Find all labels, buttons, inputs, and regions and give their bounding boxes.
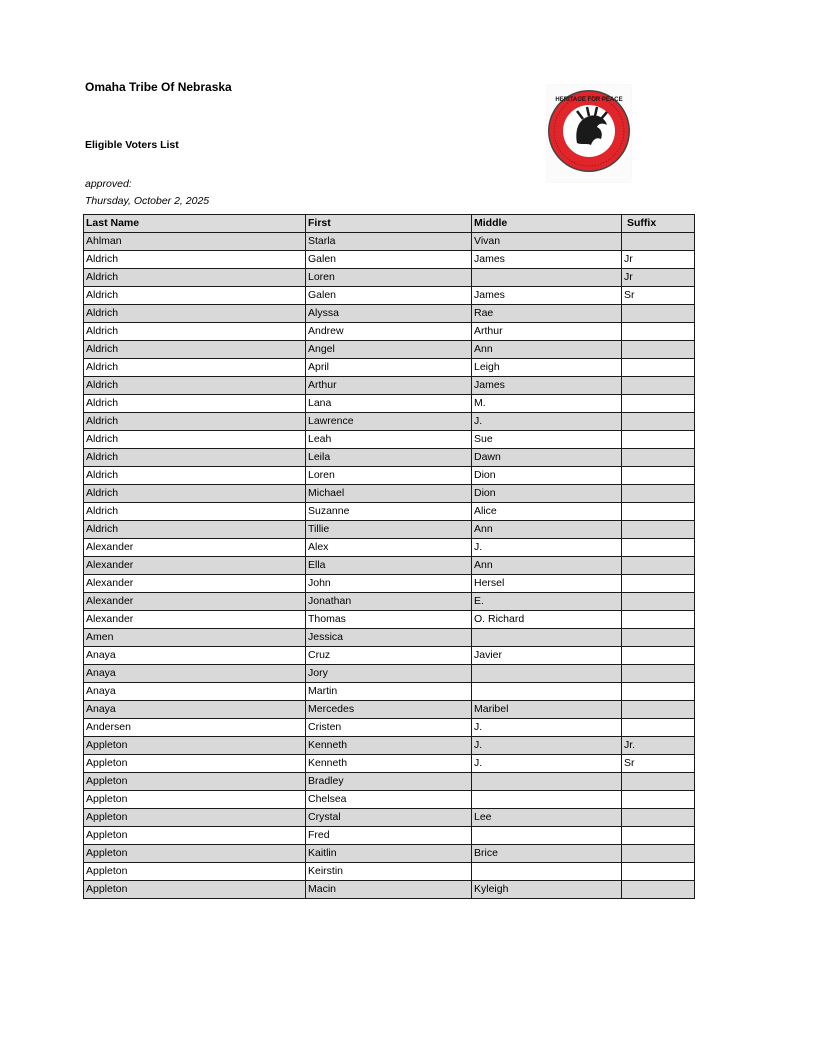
suffix-cell: Jr. xyxy=(622,737,695,755)
first-name-cell: Lawrence xyxy=(306,413,472,431)
table-row xyxy=(84,647,695,665)
last-name-cell: Aldrich xyxy=(84,287,306,305)
table-row xyxy=(84,395,695,413)
last-name-cell: Aldrich xyxy=(84,395,306,413)
table-row xyxy=(84,287,695,305)
first-name-cell: Galen xyxy=(306,287,472,305)
middle-name-cell xyxy=(472,665,622,683)
first-name-cell: Galen xyxy=(306,251,472,269)
middle-name-cell: Ann xyxy=(472,521,622,539)
middle-name-cell: Ann xyxy=(472,341,622,359)
last-name-cell: Appleton xyxy=(84,809,306,827)
middle-name-cell: Dion xyxy=(472,467,622,485)
last-name-cell: Aldrich xyxy=(84,377,306,395)
last-name-cell: Appleton xyxy=(84,827,306,845)
suffix-cell xyxy=(622,773,695,791)
column-header-last-name: Last Name xyxy=(84,215,306,233)
middle-name-cell xyxy=(472,827,622,845)
middle-name-cell xyxy=(472,269,622,287)
last-name-cell: Appleton xyxy=(84,863,306,881)
column-header-suffix: Suffix xyxy=(622,215,695,233)
suffix-cell xyxy=(622,611,695,629)
organization-title: Omaha Tribe Of Nebraska xyxy=(85,80,232,94)
first-name-cell: Jessica xyxy=(306,629,472,647)
suffix-cell: Sr xyxy=(622,755,695,773)
table-row xyxy=(84,719,695,737)
table-row xyxy=(84,773,695,791)
first-name-cell: Michael xyxy=(306,485,472,503)
table-row xyxy=(84,539,695,557)
first-name-cell: Leila xyxy=(306,449,472,467)
last-name-cell: Alexander xyxy=(84,557,306,575)
last-name-cell: Appleton xyxy=(84,755,306,773)
first-name-cell: Cristen xyxy=(306,719,472,737)
table-row xyxy=(84,305,695,323)
first-name-cell: Loren xyxy=(306,467,472,485)
first-name-cell: John xyxy=(306,575,472,593)
eligible-voters-table xyxy=(83,214,695,899)
table-row xyxy=(84,485,695,503)
middle-name-cell: Vivan xyxy=(472,233,622,251)
middle-name-cell xyxy=(472,773,622,791)
table-row xyxy=(84,827,695,845)
table-header-row xyxy=(84,215,695,233)
table-row xyxy=(84,467,695,485)
approved-date: Thursday, October 2, 2025 xyxy=(85,195,210,207)
first-name-cell: Crystal xyxy=(306,809,472,827)
table-row xyxy=(84,737,695,755)
first-name-cell: Lana xyxy=(306,395,472,413)
first-name-cell: Chelsea xyxy=(306,791,472,809)
last-name-cell: Alexander xyxy=(84,593,306,611)
suffix-cell xyxy=(622,557,695,575)
middle-name-cell: Sue xyxy=(472,431,622,449)
list-title: Eligible Voters List xyxy=(85,139,179,151)
suffix-cell: Sr xyxy=(622,287,695,305)
middle-name-cell: E. xyxy=(472,593,622,611)
last-name-cell: Ahlman xyxy=(84,233,306,251)
table-row xyxy=(84,341,695,359)
table-row xyxy=(84,755,695,773)
suffix-cell: Jr xyxy=(622,269,695,287)
first-name-cell: April xyxy=(306,359,472,377)
middle-name-cell: Rae xyxy=(472,305,622,323)
last-name-cell: Anaya xyxy=(84,665,306,683)
suffix-cell xyxy=(622,485,695,503)
middle-name-cell xyxy=(472,863,622,881)
middle-name-cell: J. xyxy=(472,755,622,773)
table-row xyxy=(84,575,695,593)
first-name-cell: Loren xyxy=(306,269,472,287)
middle-name-cell xyxy=(472,629,622,647)
first-name-cell: Kenneth xyxy=(306,755,472,773)
voter-rows xyxy=(84,233,695,899)
last-name-cell: Aldrich xyxy=(84,467,306,485)
first-name-cell: Martin xyxy=(306,683,472,701)
table-row xyxy=(84,665,695,683)
table-row xyxy=(84,629,695,647)
table-row xyxy=(84,863,695,881)
last-name-cell: Appleton xyxy=(84,881,306,899)
first-name-cell: Angel xyxy=(306,341,472,359)
tribal-seal-logo xyxy=(547,85,631,182)
last-name-cell: Aldrich xyxy=(84,503,306,521)
suffix-cell xyxy=(622,233,695,251)
middle-name-cell: James xyxy=(472,377,622,395)
first-name-cell: Arthur xyxy=(306,377,472,395)
middle-name-cell: Maribel xyxy=(472,701,622,719)
middle-name-cell: Ann xyxy=(472,557,622,575)
table-row xyxy=(84,611,695,629)
table-row xyxy=(84,449,695,467)
first-name-cell: Bradley xyxy=(306,773,472,791)
middle-name-cell: Kyleigh xyxy=(472,881,622,899)
table-row xyxy=(84,431,695,449)
table-row xyxy=(84,521,695,539)
suffix-cell xyxy=(622,413,695,431)
seal-icon xyxy=(547,85,631,182)
suffix-cell xyxy=(622,431,695,449)
first-name-cell: Alex xyxy=(306,539,472,557)
table-row xyxy=(84,377,695,395)
middle-name-cell: Dawn xyxy=(472,449,622,467)
last-name-cell: Amen xyxy=(84,629,306,647)
last-name-cell: Appleton xyxy=(84,737,306,755)
suffix-cell xyxy=(622,341,695,359)
suffix-cell xyxy=(622,683,695,701)
suffix-cell xyxy=(622,665,695,683)
middle-name-cell: Lee xyxy=(472,809,622,827)
table-row xyxy=(84,503,695,521)
table-row xyxy=(84,809,695,827)
table-row xyxy=(84,845,695,863)
table-row xyxy=(84,683,695,701)
middle-name-cell: James xyxy=(472,287,622,305)
middle-name-cell: Dion xyxy=(472,485,622,503)
first-name-cell: Suzanne xyxy=(306,503,472,521)
table-row xyxy=(84,701,695,719)
middle-name-cell: Javier xyxy=(472,647,622,665)
last-name-cell: Anaya xyxy=(84,701,306,719)
first-name-cell: Cruz xyxy=(306,647,472,665)
last-name-cell: Aldrich xyxy=(84,251,306,269)
last-name-cell: Aldrich xyxy=(84,521,306,539)
first-name-cell: Jory xyxy=(306,665,472,683)
suffix-cell xyxy=(622,845,695,863)
last-name-cell: Anaya xyxy=(84,683,306,701)
first-name-cell: Jonathan xyxy=(306,593,472,611)
last-name-cell: Aldrich xyxy=(84,449,306,467)
first-name-cell: Kenneth xyxy=(306,737,472,755)
suffix-cell xyxy=(622,719,695,737)
suffix-cell: Jr xyxy=(622,251,695,269)
suffix-cell xyxy=(622,863,695,881)
last-name-cell: Aldrich xyxy=(84,323,306,341)
middle-name-cell: Alice xyxy=(472,503,622,521)
table-row xyxy=(84,269,695,287)
first-name-cell: Alyssa xyxy=(306,305,472,323)
table-row xyxy=(84,791,695,809)
table-row xyxy=(84,413,695,431)
suffix-cell xyxy=(622,827,695,845)
suffix-cell xyxy=(622,809,695,827)
first-name-cell: Tillie xyxy=(306,521,472,539)
middle-name-cell: J. xyxy=(472,719,622,737)
last-name-cell: Aldrich xyxy=(84,341,306,359)
suffix-cell xyxy=(622,395,695,413)
table-row xyxy=(84,323,695,341)
middle-name-cell: O. Richard xyxy=(472,611,622,629)
suffix-cell xyxy=(622,593,695,611)
last-name-cell: Aldrich xyxy=(84,485,306,503)
first-name-cell: Thomas xyxy=(306,611,472,629)
last-name-cell: Alexander xyxy=(84,611,306,629)
first-name-cell: Leah xyxy=(306,431,472,449)
last-name-cell: Appleton xyxy=(84,791,306,809)
suffix-cell xyxy=(622,701,695,719)
first-name-cell: Fred xyxy=(306,827,472,845)
last-name-cell: Andersen xyxy=(84,719,306,737)
first-name-cell: Ella xyxy=(306,557,472,575)
last-name-cell: Aldrich xyxy=(84,431,306,449)
last-name-cell: Alexander xyxy=(84,539,306,557)
approved-label: approved: xyxy=(85,178,132,190)
first-name-cell: Mercedes xyxy=(306,701,472,719)
last-name-cell: Anaya xyxy=(84,647,306,665)
suffix-cell xyxy=(622,305,695,323)
suffix-cell xyxy=(622,449,695,467)
last-name-cell: Aldrich xyxy=(84,413,306,431)
table-row xyxy=(84,251,695,269)
middle-name-cell: Arthur xyxy=(472,323,622,341)
table-row xyxy=(84,233,695,251)
middle-name-cell: J. xyxy=(472,737,622,755)
suffix-cell xyxy=(622,359,695,377)
middle-name-cell xyxy=(472,683,622,701)
suffix-cell xyxy=(622,575,695,593)
suffix-cell xyxy=(622,377,695,395)
last-name-cell: Aldrich xyxy=(84,269,306,287)
suffix-cell xyxy=(622,521,695,539)
middle-name-cell xyxy=(472,791,622,809)
suffix-cell xyxy=(622,881,695,899)
suffix-cell xyxy=(622,323,695,341)
last-name-cell: Alexander xyxy=(84,575,306,593)
table-row xyxy=(84,557,695,575)
middle-name-cell: Hersel xyxy=(472,575,622,593)
seal-text: HERITAGE FOR PEACE xyxy=(555,97,623,103)
middle-name-cell: J. xyxy=(472,539,622,557)
first-name-cell: Keirstin xyxy=(306,863,472,881)
middle-name-cell: James xyxy=(472,251,622,269)
middle-name-cell: Brice xyxy=(472,845,622,863)
table-row xyxy=(84,593,695,611)
table-row xyxy=(84,359,695,377)
last-name-cell: Appleton xyxy=(84,845,306,863)
middle-name-cell: M. xyxy=(472,395,622,413)
middle-name-cell: J. xyxy=(472,413,622,431)
column-header-middle: Middle xyxy=(472,215,622,233)
first-name-cell: Kaitlin xyxy=(306,845,472,863)
middle-name-cell: Leigh xyxy=(472,359,622,377)
suffix-cell xyxy=(622,791,695,809)
first-name-cell: Macin xyxy=(306,881,472,899)
table-row xyxy=(84,881,695,899)
last-name-cell: Aldrich xyxy=(84,359,306,377)
suffix-cell xyxy=(622,629,695,647)
last-name-cell: Aldrich xyxy=(84,305,306,323)
suffix-cell xyxy=(622,467,695,485)
last-name-cell: Appleton xyxy=(84,773,306,791)
suffix-cell xyxy=(622,647,695,665)
first-name-cell: Andrew xyxy=(306,323,472,341)
column-header-first: First xyxy=(306,215,472,233)
suffix-cell xyxy=(622,539,695,557)
suffix-cell xyxy=(622,503,695,521)
first-name-cell: Starla xyxy=(306,233,472,251)
